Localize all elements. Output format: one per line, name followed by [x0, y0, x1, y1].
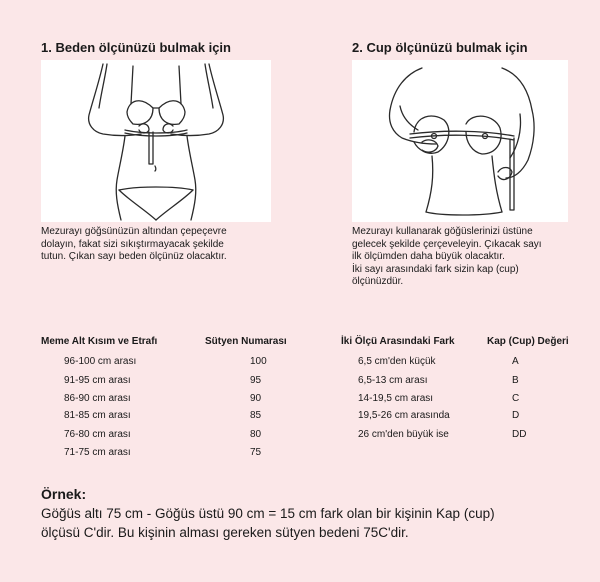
- bust-measurement-illustration: [352, 60, 568, 222]
- cup-table-diff-4: 19,5-26 cm arasında: [358, 410, 450, 421]
- size-table-range-1: 96-100 cm arası: [64, 356, 137, 367]
- section2-desc-line-5: ölçünüzdür.: [352, 276, 404, 287]
- size-table-header-bra-size: Sütyen Numarası: [205, 336, 287, 347]
- cup-table-diff-2: 6,5-13 cm arası: [358, 375, 428, 386]
- section1-description: [41, 226, 227, 264]
- section2-desc-line-3: ilk ölçümden daha büyük olacaktır.: [352, 251, 505, 262]
- underbust-measurement-illustration: [41, 60, 271, 222]
- cup-table-diff-5: 26 cm'den büyük ise: [358, 429, 449, 440]
- section2-description: [352, 226, 542, 289]
- cup-table-cup-3: C: [512, 393, 520, 404]
- section1-desc-line-3: tutun. Çıkan sayı beden ölçünüz olacaktır.: [41, 251, 227, 262]
- cup-table-header-difference: İki Ölçü Arasındaki Fark: [341, 336, 455, 347]
- size-table-range-6: 71-75 cm arası: [64, 447, 131, 458]
- cup-table-cup-2: B: [512, 375, 519, 386]
- size-table-header-underbust: Meme Alt Kısım ve Etrafı: [41, 336, 158, 347]
- example-line-1: Göğüs altı 75 cm - Göğüs üstü 90 cm = 15 cm fark olan bir kişinin Kap (cup): [41, 506, 495, 521]
- size-table-size-1: 100: [250, 356, 267, 367]
- size-table-range-5: 76-80 cm arası: [64, 429, 131, 440]
- section2-desc-line-1: Mezurayı kullanarak göğüslerinizi üstüne: [352, 226, 533, 237]
- cup-table-header-cup: Kap (Cup) Değeri: [487, 336, 569, 347]
- size-table-range-3: 86-90 cm arası: [64, 393, 131, 404]
- section2-desc-line-2: gelecek şekilde çerçeveleyin. Çıkacak sayı: [352, 238, 542, 250]
- size-table-range-2: 91-95 cm arası: [64, 375, 131, 386]
- size-table-size-4: 85: [250, 410, 262, 421]
- size-table-size-2: 95: [250, 375, 262, 386]
- cup-table-cup-4: D: [512, 410, 520, 421]
- size-table-size-5: 80: [250, 429, 262, 440]
- section1-desc-line-1: Mezurayı göğsünüzün altından çepeçevre: [41, 226, 227, 237]
- size-table-size-3: 90: [250, 393, 262, 404]
- size-table-range-4: 81-85 cm arası: [64, 410, 131, 421]
- section1-desc-line-2: dolayın, fakat sizi sıkıştırmayacak şekilde: [41, 238, 224, 250]
- example-title: Örnek:: [41, 486, 87, 502]
- cup-table-diff-1: 6,5 cm'den küçük: [358, 356, 436, 367]
- cup-table-cup-1: A: [512, 356, 519, 367]
- section1-title: 1. Beden ölçünüzü bulmak için: [41, 40, 231, 55]
- example-line-2: ölçüsü C'dir. Bu kişinin alması gereken sütyen bedeni 75C'dir.: [41, 525, 409, 540]
- section2-title: 2. Cup ölçünüzü bulmak için: [352, 40, 528, 55]
- cup-table-cup-5: DD: [512, 429, 527, 440]
- cup-table-diff-3: 14-19,5 cm arası: [358, 393, 434, 404]
- section2-desc-line-4: İki sayı arasındaki fark sizin kap (cup): [352, 263, 519, 275]
- size-table-size-6: 75: [250, 447, 262, 458]
